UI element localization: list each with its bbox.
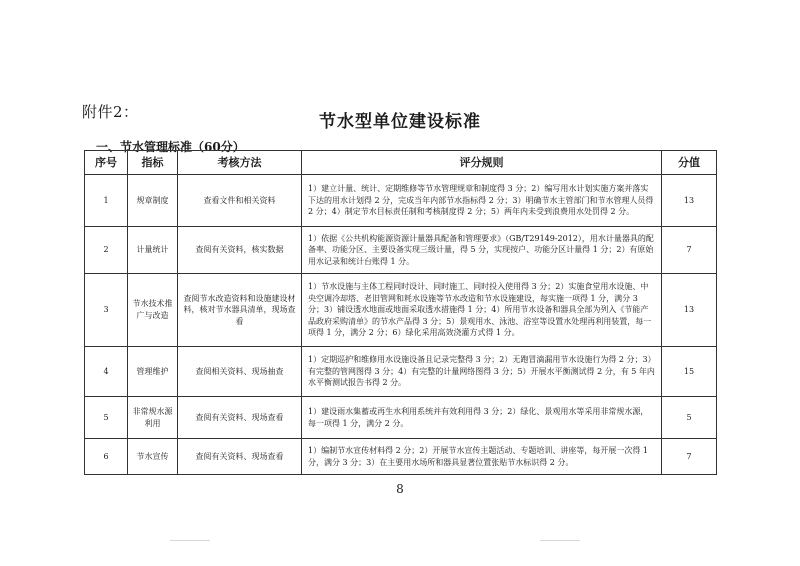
row-rule: 1）节水设施与主体工程同时设计、同时施工、同时投入使用得 3 分；2）实施食堂用水设施、中央空调冷却塔、老旧管网和耗水设施等节水改造和节水设施建设，每实施一项得 1 分，满分 3 分；3）铺设透水地面或地面采取透水措施得 1 分；4）所用节水设备和器具全部为列入《节能产品政府采购清单》的节水产品得 3 分；5）景观用水、泳池、浴室等设置水处理再利用装置，每一项得 1 分，满分 2 分；6）绿化采用高效浇灌方式得 1 分。 — [302, 274, 662, 347]
header-rule: 评分规则 — [302, 151, 662, 175]
row-indicator: 计量统计 — [128, 227, 178, 274]
standards-table — [84, 150, 717, 475]
table-row — [85, 175, 717, 227]
row-number: 3 — [85, 274, 128, 347]
row-rule: 1）依据《公共机构能源资源计量器具配备和管理要求》（GB/T29149-2012），用水计量器具的配备率、功能分区、主要设备实现三级计量，得 5 分，实现按户、功能分区计量得 1 分；2）有原始用水记录和统计台账得 1 分。 — [302, 227, 662, 274]
table-row — [85, 439, 717, 475]
row-method: 查看文件和相关资料 — [178, 175, 302, 227]
row-score: 15 — [662, 347, 717, 397]
table-row — [85, 347, 717, 397]
row-method: 查阅有关资料，核实数据 — [178, 227, 302, 274]
header-number: 序号 — [85, 151, 128, 175]
table-row — [85, 227, 717, 274]
row-rule: 1）建设雨水集蓄或再生水利用系统并有效利用得 3 分；2）绿化、景观用水等采用非常规水源，每一项得 1 分，满分 2 分。 — [302, 397, 662, 439]
row-indicator: 管理维护 — [128, 347, 178, 397]
row-rule: 1）建立计量、统计、定期维修等节水管理规章和制度得 3 分；2）编写用水计划实施方案并落实下达的用水计划得 2 分，完成当年内部节水指标得 2 分；3）明确节水主管部门和节水管理人员得 2 分；4）制定节水目标责任制和考核制度得 2 分；5）两年内未受到浪费用水处罚得 2 分。 — [302, 175, 662, 227]
row-number: 5 — [85, 397, 128, 439]
document-title: 节水型单位建设标准 — [319, 112, 481, 132]
attachment-label: 附件2： — [82, 103, 139, 121]
header-method: 考核方法 — [178, 151, 302, 175]
table-header-row — [85, 151, 717, 175]
row-score: 7 — [662, 227, 717, 274]
row-method: 查阅相关资料、现场抽查 — [178, 347, 302, 397]
row-indicator: 规章制度 — [128, 175, 178, 227]
table-row — [85, 397, 717, 439]
row-number: 6 — [85, 439, 128, 475]
row-score: 7 — [662, 439, 717, 475]
row-method: 查阅有关资料、现场查看 — [178, 397, 302, 439]
header-score: 分值 — [662, 151, 717, 175]
row-score: 13 — [662, 274, 717, 347]
scan-mark — [540, 540, 580, 541]
row-rule: 1）定期巡护和维修用水设施设备且记录完整得 3 分；2）无跑冒滴漏用节水设施行为得 2 分；3）有完整的管网图得 3 分；4）有完整的计量网络图得 3 分；5）开展水平衡测试得 2 分，有 5 年内水平衡测试报告书得 2 分。 — [302, 347, 662, 397]
row-indicator: 节水宣传 — [128, 439, 178, 475]
row-rule: 1）编制节水宣传材料得 2 分；2）开展节水宣传主题活动、专题培训、讲座等，每开展一次得 1 分，满分 3 分；3）在主要用水场所和器具显著位置张贴节水标识得 2 分。 — [302, 439, 662, 475]
row-number: 2 — [85, 227, 128, 274]
row-method: 查阅节水改造资料和设施建设材料，核对节水器具清单，现场查看 — [178, 274, 302, 347]
row-score: 5 — [662, 397, 717, 439]
page-number: 8 — [396, 482, 404, 496]
section-heading: 一、节水管理标准（60分） — [96, 140, 245, 154]
row-score: 13 — [662, 175, 717, 227]
header-indicator: 指标 — [128, 151, 178, 175]
row-indicator: 节水技术推广与改造 — [128, 274, 178, 347]
row-indicator: 非常规水源利用 — [128, 397, 178, 439]
table-row — [85, 274, 717, 347]
row-number: 4 — [85, 347, 128, 397]
row-number: 1 — [85, 175, 128, 227]
row-method: 查阅有关资料、现场查看 — [178, 439, 302, 475]
scan-mark — [170, 540, 210, 541]
